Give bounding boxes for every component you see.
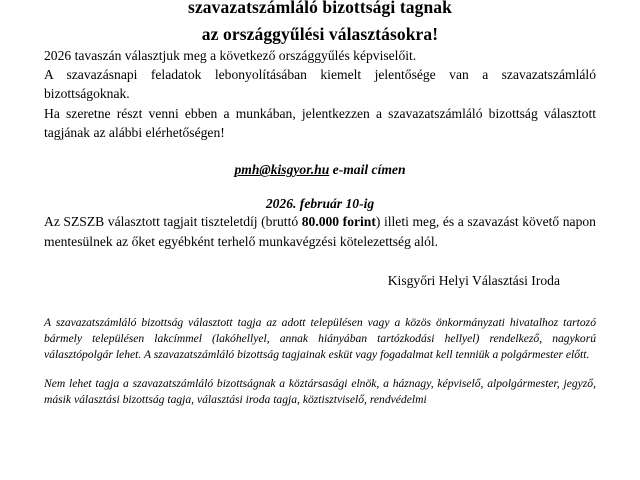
footnote-exclusions: Nem lehet tagja a szavazatszámláló bizottságnak a köztársasági elnök, a háznagy, képviselő, alpolgármester, jegyző, másik választási bizottság tagja, választási iroda tagja, köztisztviselő, rendvédelmi — [44, 376, 596, 406]
honorarium-text-after: ) illeti meg, és a szavazást követő napon mentesülnek az őket egyébként terhelő munkavégzési kötelezettség alól. — [44, 214, 596, 249]
contact-email-line — [44, 162, 596, 178]
application-deadline: 2026. február 10-ig — [265, 196, 375, 212]
page-title-line1: szavazatszámláló bizottsági tagnak — [188, 0, 452, 17]
honorarium-text-before: Az SZSZB választott tagjait tiszteletdíj (bruttó — [44, 214, 302, 230]
email-address[interactable]: pmh@kisgyor.hu — [234, 162, 330, 178]
paragraph-importance: A szavazásnapi feladatok lebonyolításában kiemelt jelentősége van a szavazatszámláló bizottságoknak. — [44, 67, 596, 102]
paragraph-honorarium — [44, 212, 596, 251]
paragraph-intro: 2026 tavaszán választjuk meg a következő országgyűlés képviselőit. — [44, 47, 417, 63]
signature-office: Kisgyőri Helyi Választási Iroda — [387, 272, 560, 288]
footnote-eligibility: A szavazatszámláló bizottság választott tagja az adott településen vagy a közös önkormányzati hivatalhoz tartozó bármely településen lakcímmel (lakóhellyel, annak hiányában tartózkodási hellyel) rendelkező, nagykorú választópolgár lehet. A szavazatszámláló bizottság tagjainak esküt vagy fogadalmat kell tenniük a polgármester előtt. — [44, 315, 596, 361]
email-suffix: e-mail címen — [329, 162, 406, 178]
page-title — [44, 0, 596, 46]
paragraph-apply: Ha szeretne részt venni ebben a munkában, jelentkezzen a szavazatszámláló bizottság választott tagjának az alábbi elérhetőségen! — [44, 105, 596, 140]
page-title-line2: az országgyűlési választásokra! — [201, 24, 439, 45]
honorarium-amount: 80.000 forint — [301, 214, 376, 230]
